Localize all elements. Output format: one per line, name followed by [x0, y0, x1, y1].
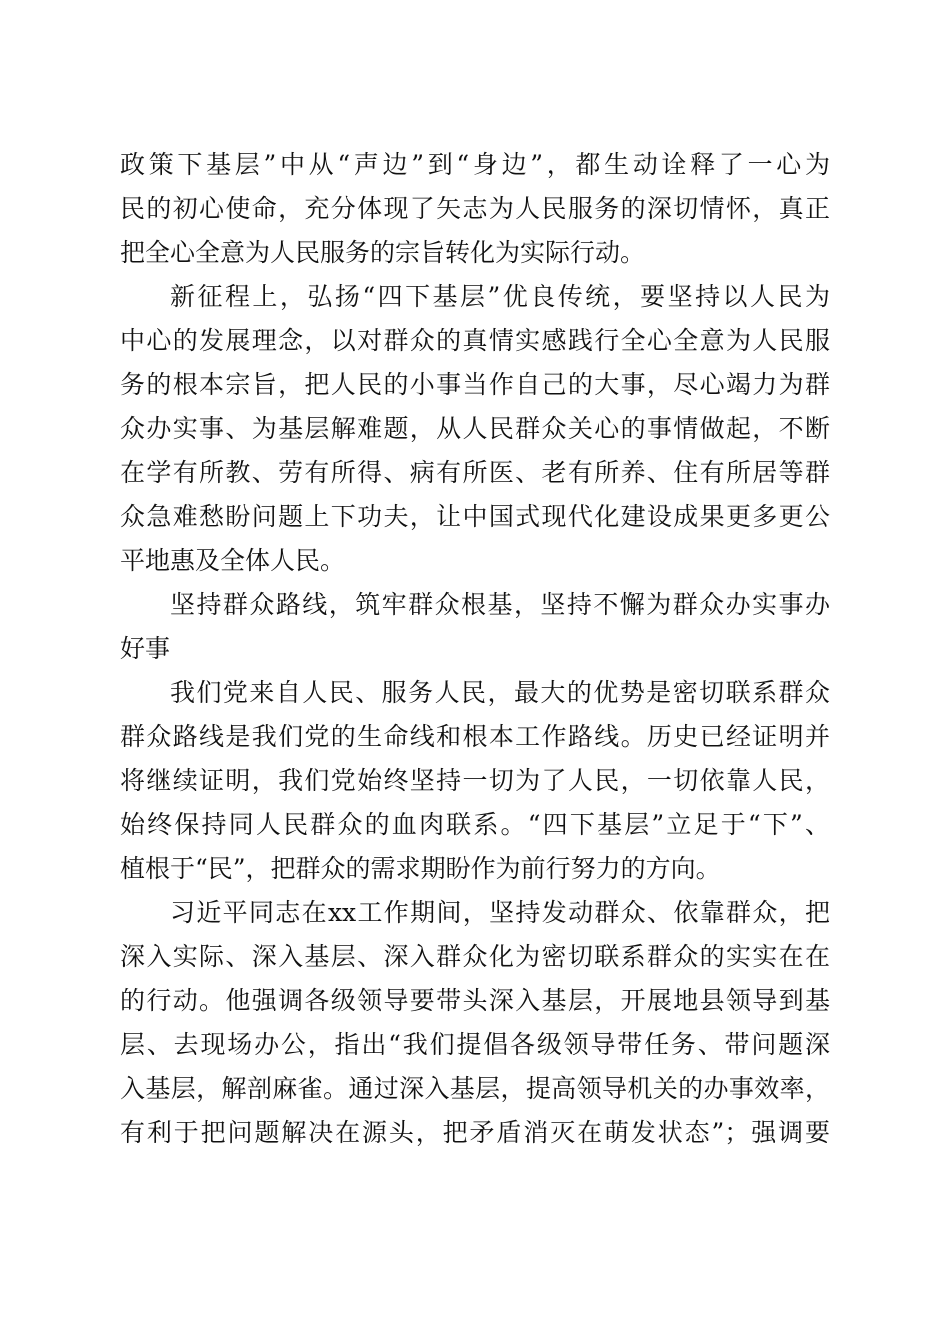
text-line: 好事 — [120, 634, 171, 663]
text-line: 群众路线是我们党的生命线和根本工作路线。历史已经证明并 — [120, 722, 830, 751]
text-line: 我们党来自人民、服务人民，最大的优势是密切联系群众 — [170, 678, 830, 707]
text-line: 把全心全意为人民服务的宗旨转化为实际行动。 — [120, 238, 646, 267]
text-line: 坚持群众路线，筑牢群众根基，坚持不懈为群众办实事办 — [170, 590, 830, 619]
text-line: 在学有所教、劳有所得、病有所医、老有所养、住有所居等群 — [120, 458, 830, 487]
text-line: 政策下基层”中从“声边”到“身边”，都生动诠释了一心为 — [120, 150, 830, 179]
text-line: 的行动。他强调各级领导要带头深入基层，开展地县领导到基 — [120, 986, 830, 1015]
text-line: 层、去现场办公，指出“我们提倡各级领导带任务、带问题深 — [120, 1030, 830, 1059]
text-line: 入基层，解剖麻雀。通过深入基层，提高领导机关的办事效率， — [120, 1074, 830, 1103]
text-line: 民的初心使命，充分体现了矢志为人民服务的深切情怀，真正 — [120, 194, 830, 223]
document-body — [120, 143, 830, 1155]
text-line: 深入实际、深入基层、深入群众化为密切联系群众的实实在在 — [120, 942, 830, 971]
paragraph — [120, 143, 830, 275]
paragraph — [120, 275, 830, 583]
text-line: 植根于“民”，把群众的需求期盼作为前行努力的方向。 — [120, 854, 721, 883]
text-line: 中心的发展理念，以对群众的真情实感践行全心全意为人民服 — [120, 326, 830, 355]
text-line: 将继续证明，我们党始终坚持一切为了人民，一切依靠人民， — [120, 766, 830, 795]
text-line: 众急难愁盼问题上下功夫，让中国式现代化建设成果更多更公 — [120, 502, 830, 531]
text-line: 习近平同志在xx工作期间，坚持发动群众、依靠群众，把 — [170, 898, 830, 927]
text-line: 众办实事、为基层解难题，从人民群众关心的事情做起，不断 — [120, 414, 830, 443]
paragraph — [120, 583, 830, 671]
paragraph — [120, 891, 830, 1155]
text-line: 平地惠及全体人民。 — [120, 546, 346, 575]
text-line: 新征程上，弘扬“四下基层”优良传统，要坚持以人民为 — [170, 282, 830, 311]
text-line: 有利于把问题解决在源头，把矛盾消灭在萌发状态”；强调要 — [120, 1118, 830, 1147]
paragraph — [120, 671, 830, 891]
text-line: 始终保持同人民群众的血肉联系。“四下基层”立足于“下”、 — [120, 810, 830, 839]
text-line: 务的根本宗旨，把人民的小事当作自己的大事，尽心竭力为群 — [120, 370, 830, 399]
